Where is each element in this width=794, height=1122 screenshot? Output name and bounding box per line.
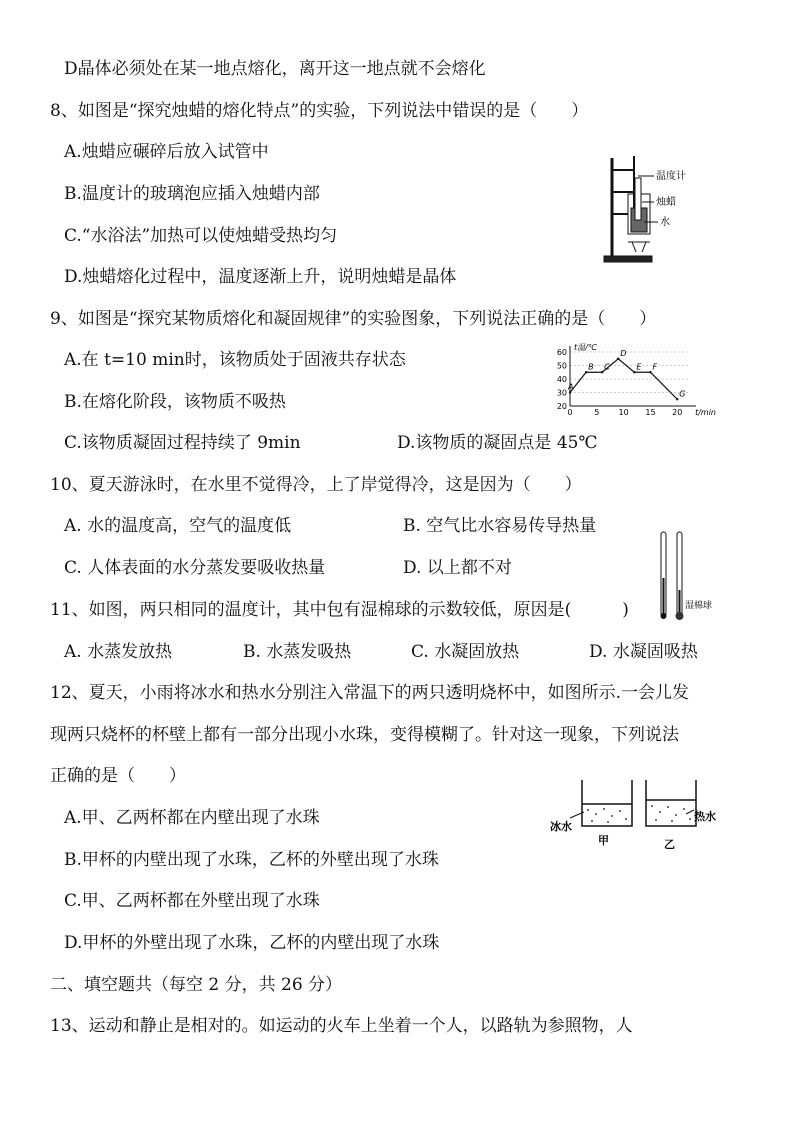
- label-yi: 乙: [664, 838, 675, 851]
- q12-option-a: A.甲、乙两杯都在内壁出现了水珠: [64, 808, 320, 828]
- q12-stem-line3: 正确的是（ ）: [50, 766, 186, 786]
- x-tick-label: 10: [618, 408, 629, 417]
- q10-option-b: B. 空气比水容易传导热量: [403, 516, 597, 536]
- point-label: D: [620, 348, 627, 358]
- q9-option-d: D.该物质的凝固点是 45℃: [397, 433, 598, 453]
- q9-option-c: C.该物质凝固过程持续了 9min: [64, 433, 301, 453]
- q8-stem: 8、如图是“探究烛蜡的熔化特点”的实验，下列说法中错误的是（ ）: [50, 101, 589, 121]
- x-tick-label: 20: [672, 408, 683, 417]
- label-water: 水: [660, 217, 670, 228]
- point-label: A: [568, 382, 574, 392]
- label-ice-water: 冰水: [550, 820, 572, 833]
- q11-option-d: D. 水凝固吸热: [589, 642, 698, 662]
- point-label: C: [604, 362, 610, 372]
- q10-option-c: C. 人体表面的水分蒸发要吸收热量: [64, 558, 326, 578]
- data-point: [601, 371, 603, 373]
- q10-option-a: A. 水的温度高，空气的温度低: [64, 516, 292, 536]
- label-hot-water: 热水: [694, 810, 716, 823]
- section-2-title: 二、填空题共（每空 2 分，共 26 分）: [50, 975, 343, 995]
- data-point: [569, 391, 571, 393]
- data-point: [676, 398, 678, 400]
- q8-apparatus-figure: [598, 152, 702, 264]
- point-label: G: [679, 389, 686, 399]
- y-tick-label: 20: [556, 402, 567, 411]
- x-axis-label: t/min: [695, 408, 716, 417]
- q11-stem: 11、如图，两只相同的温度计，其中包有湿棉球的示数较低，原因是( ): [50, 600, 629, 620]
- q13-stem: 13、运动和静止是相对的。如运动的火车上坐着一个人，以路轨为参照物，人: [50, 1016, 633, 1036]
- point-label: E: [636, 362, 642, 372]
- data-point: [633, 371, 635, 373]
- q12-option-b: B.甲杯的内壁出现了水珠，乙杯的外壁出现了水珠: [64, 850, 439, 870]
- q10-option-d: D. 以上都不对: [403, 558, 512, 578]
- q7-option-d: D晶体必须处在某一地点熔化，离开这一地点就不会熔化: [64, 59, 486, 79]
- q12-beakers-figure: [546, 774, 726, 856]
- q9-option-a: A.在 t=10 min时，该物质处于固液共存状态: [64, 350, 406, 370]
- q11-thermometers-figure: [655, 528, 715, 622]
- point-label: B: [588, 362, 594, 372]
- y-tick-label: 40: [556, 375, 567, 384]
- point-label: F: [652, 362, 658, 372]
- data-point: [585, 371, 587, 373]
- q12-stem-line1: 12、夏天，小雨将冰水和热水分别注入常温下的两只透明烧杯中，如图所示.一会儿发: [50, 683, 690, 703]
- y-tick-label: 50: [556, 361, 567, 371]
- y-tick-label: 30: [556, 388, 567, 398]
- beaker-icon: [582, 780, 696, 826]
- y-tick-label: 60: [556, 348, 567, 357]
- q8-option-a: A.烛蜡应碾碎后放入试管中: [64, 142, 269, 162]
- label-wet-cotton: 湿棉球: [685, 601, 713, 611]
- q9-option-b: B.在熔化阶段，该物质不吸热: [64, 392, 286, 412]
- y-axis-label: t温/℃: [574, 343, 597, 352]
- label-thermometer: 温度计: [656, 171, 686, 182]
- q11-option-a: A. 水蒸发放热: [64, 642, 173, 662]
- q10-stem: 10、夏天游泳时，在水里不觉得冷，上了岸觉得冷，这是因为（ ）: [50, 475, 582, 495]
- q11-option-b: B. 水蒸发吸热: [243, 642, 352, 662]
- x-tick-label: 15: [645, 408, 656, 417]
- stand-icon: [604, 156, 652, 262]
- q11-option-c: C. 水凝固放热: [411, 642, 520, 662]
- q8-option-d: D.烛蜡熔化过程中，温度逐渐上升，说明烛蜡是晶体: [64, 267, 457, 287]
- q8-option-b: B.温度计的玻璃泡应插入烛蜡内部: [64, 184, 320, 204]
- q9-stem: 9、如图是“探究某物质熔化和凝固规律”的实验图象，下列说法正确的是（ ）: [50, 309, 657, 329]
- x-tick-label: 5: [594, 408, 600, 417]
- data-point: [617, 358, 619, 360]
- q8-option-c: C.“水浴法”加热可以使烛蜡受热均匀: [64, 226, 338, 246]
- q12-stem-line2: 现两只烧杯的杯壁上都有一部分出现小水珠，变得模糊了。针对这一现象，下列说法: [50, 725, 679, 745]
- x-tick-label: 0: [567, 408, 573, 417]
- q12-option-d: D.甲杯的外壁出现了水珠，乙杯的内壁出现了水珠: [64, 933, 440, 953]
- thermometer-icon: [661, 532, 684, 620]
- label-wax: 烛蜡: [656, 197, 676, 208]
- label-jia: 甲: [598, 834, 609, 847]
- melting-curve-chart: [548, 340, 718, 418]
- data-point: [649, 371, 651, 373]
- q12-option-c: C.甲、乙两杯都在外壁出现了水珠: [64, 891, 320, 911]
